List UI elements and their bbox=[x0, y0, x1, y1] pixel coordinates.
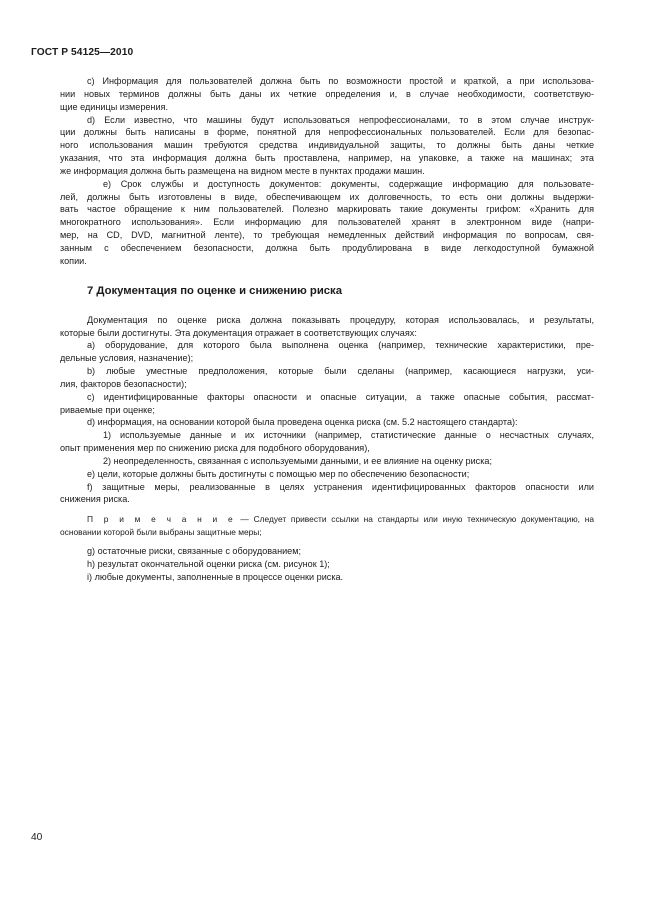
text-line: указания, что эта информация должна быть проставлена, например, на упаковке, а также на машинах; эта bbox=[60, 153, 594, 164]
paragraph-d bbox=[60, 114, 594, 178]
text-line: ного использования машин требуются средства индивидуальной защиты, то должны быть даны четкие bbox=[60, 140, 594, 151]
text-line: е) Срок службы и доступность документов: документы, содержащие информацию для пользовате- bbox=[103, 178, 594, 189]
text-line: многократного использования». Если информацию для пользователей хранят в электронном виде (напри- bbox=[60, 217, 594, 228]
text-line: нии новых терминов должны быть даны их четкие определения и, в случае необходимости, соответствую- bbox=[60, 88, 594, 99]
text-line: опыт применения мер по снижению риска для подобного оборудования), bbox=[60, 443, 370, 454]
list-item-d1 bbox=[60, 429, 594, 455]
note-block bbox=[60, 513, 594, 538]
text-line: d) информация, на основании которой была проведена оценка риска (см. 5.2 настоящего стандарта): bbox=[87, 417, 518, 428]
list-item-d bbox=[60, 416, 594, 429]
document-body bbox=[60, 75, 594, 583]
text-line: a) оборудование, для которого была выполнена оценка (например, технические характеристики, пре- bbox=[87, 340, 594, 351]
text-line: ции должны быть написаны в форме, понятной для непрофессиональных пользователей. Если для безопас- bbox=[60, 127, 594, 138]
paragraph-e bbox=[60, 178, 594, 268]
section-7-intro bbox=[60, 314, 594, 340]
note-label: П р и м е ч а н и е bbox=[87, 514, 236, 525]
text-line: же информация должна быть размещена на видном месте в пунктах продажи машин. bbox=[60, 165, 425, 176]
list-item-c bbox=[60, 391, 594, 417]
text-line: 2) неопределенность, связанная с используемыми данными, и ее влияние на оценку риска; bbox=[103, 455, 492, 466]
standard-header: ГОСТ Р 54125—2010 bbox=[31, 47, 134, 58]
note-line: основании которой были выбраны защитные меры; bbox=[60, 526, 262, 537]
note-line bbox=[60, 513, 594, 525]
text-line: f) защитные меры, реализованные в целях устранения идентифицированных факторов опасности или bbox=[87, 481, 594, 492]
spacer bbox=[60, 538, 594, 545]
text-line: 1) используемые данные и их источники (например, статистические данные о несчастных случаях, bbox=[103, 430, 594, 441]
text-line: лей, должны быть изготовлены в виде, обеспечивающем их долговечность, то есть они должны выдержи- bbox=[60, 191, 594, 202]
text-line: щие единицы измерения. bbox=[60, 101, 168, 112]
text-line: c) идентифицированные факторы опасности и опасные ситуации, а также опасные события, рассмат- bbox=[87, 391, 594, 402]
section-7-title: 7 Документация по оценке и снижению риска bbox=[87, 284, 342, 297]
list-item-i: i) любые документы, заполненные в процессе оценки риска. bbox=[87, 571, 344, 582]
list-item-h: h) результат окончательной оценки риска (см. рисунок 1); bbox=[87, 558, 330, 569]
text-line: e) цели, которые должны быть достигнуты с помощью мер по обеспечению безопасности; bbox=[87, 468, 470, 479]
text-line: занным с обеспечением безопасности, должна быть продублирована в виде легкодоступной бумажной bbox=[60, 242, 594, 253]
text-line: вать частое обращение к ним пользователей. Полезно маркировать такие документы грифом: «Хранить для bbox=[60, 204, 594, 215]
text-line: копии. bbox=[60, 255, 87, 266]
text-line: лия, факторов безопасности); bbox=[60, 378, 187, 389]
text-line: мер, на CD, DVD, магнитной ленте), то требующая немедленных действий информация по вопросам, свя- bbox=[60, 230, 594, 241]
text-line: снижения риска. bbox=[60, 494, 130, 505]
list-item-f bbox=[60, 481, 594, 507]
page-number: 40 bbox=[31, 832, 43, 843]
text-line: b) любые уместные предположения, которые были сделаны (например, касающиеся нагрузки, уси- bbox=[87, 366, 594, 377]
text-line: d) Если известно, что машины будут использоваться непрофессионалами, то в этом случае инструк- bbox=[87, 114, 594, 125]
text-line: риваемые при оценке; bbox=[60, 404, 155, 415]
paragraph-c bbox=[60, 75, 594, 114]
list-item-e bbox=[60, 468, 594, 481]
text-line: Документация по оценке риска должна показывать процедуру, которая использовалась, и результаты, bbox=[87, 314, 594, 325]
list-item-a bbox=[60, 339, 594, 365]
text-line: с) Информация для пользователей должна быть по возможности простой и краткой, а при использова- bbox=[87, 76, 594, 86]
text-line: дельные условия, назначение); bbox=[60, 353, 194, 364]
note-text: — Следует привести ссылки на стандарты или иную техническую документацию, на bbox=[235, 514, 594, 525]
list-item-b bbox=[60, 365, 594, 391]
list-item-d2 bbox=[60, 455, 594, 468]
text-line: которые были достигнуты. Эта документация отражает в соответствующих случаях: bbox=[60, 327, 417, 338]
list-item-g: g) остаточные риски, связанные с оборудованием; bbox=[87, 545, 302, 556]
spacer bbox=[60, 506, 594, 513]
